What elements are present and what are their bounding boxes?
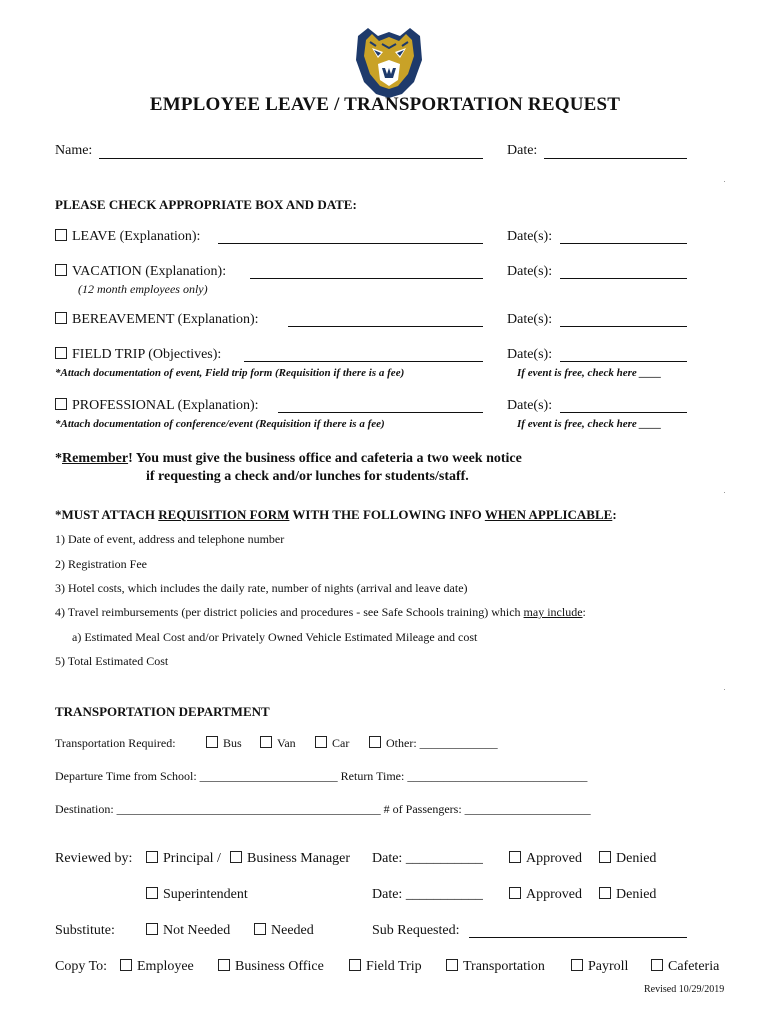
cafeteria-checkbox[interactable]	[651, 959, 663, 971]
leave-checkbox[interactable]	[55, 229, 67, 241]
substitute-label: Substitute:	[55, 923, 115, 938]
field-trip-checkbox[interactable]	[55, 347, 67, 359]
leave-option[interactable]	[55, 229, 200, 245]
must-attach-heading: *MUST ATTACH REQUISITION FORM WITH THE FOLLOWING INFO WHEN APPLICABLE:	[55, 507, 617, 522]
reviewed-by-label: Reviewed by:	[55, 851, 133, 866]
needed-option[interactable]: Needed	[254, 923, 314, 939]
review-date-field[interactable]: Date: ___________	[372, 851, 483, 866]
remember-notice-line2: if requesting a check and/or lunches for students/staff.	[146, 469, 469, 484]
leave-dates-label: Date(s):	[507, 229, 553, 244]
date-label: Date:	[507, 143, 538, 158]
needed-checkbox[interactable]	[254, 923, 266, 935]
not-needed-checkbox[interactable]	[146, 923, 158, 935]
vacation-option[interactable]	[55, 264, 226, 280]
list-item: 1) Date of event, address and telephone number	[55, 532, 285, 546]
payroll-checkbox[interactable]	[571, 959, 583, 971]
leave-explanation-field[interactable]	[218, 243, 483, 244]
denied-option[interactable]: Denied	[599, 851, 656, 867]
section-title: PLEASE CHECK APPROPRIATE BOX AND DATE:	[55, 197, 357, 212]
copy-payroll-option[interactable]: Payroll	[571, 959, 628, 975]
field-trip-dates-field[interactable]	[560, 361, 687, 362]
denied-option-2[interactable]: Denied	[599, 887, 656, 903]
name-field[interactable]	[99, 158, 483, 159]
principal-option[interactable]: Principal /	[146, 851, 221, 867]
approved-option[interactable]: Approved	[509, 851, 582, 867]
transportation-required-label: Transportation Required:	[55, 736, 176, 750]
name-label: Name:	[55, 143, 93, 158]
copy-to-label: Copy To:	[55, 959, 108, 974]
list-item: 5) Total Estimated Cost	[55, 654, 169, 668]
destination-passengers-line[interactable]: Destination: ____________________________________________ # of Passengers: _____________________	[55, 802, 591, 816]
business-manager-option[interactable]: Business Manager	[230, 851, 350, 867]
professional-label: PROFESSIONAL (Explanation):	[72, 398, 259, 413]
bereavement-dates-field[interactable]	[560, 326, 687, 327]
other-checkbox[interactable]	[369, 736, 381, 748]
leave-dates-field[interactable]	[560, 243, 687, 244]
copy-business-office-option[interactable]: Business Office	[218, 959, 324, 975]
tiger-logo	[352, 26, 426, 98]
approved-checkbox-2[interactable]	[509, 887, 521, 899]
vacation-explanation-field[interactable]	[250, 278, 483, 279]
professional-free-check[interactable]: If event is free, check here ____	[517, 418, 662, 430]
bereavement-label: BEREAVEMENT (Explanation):	[72, 312, 259, 327]
date-field[interactable]	[544, 158, 687, 159]
remember-notice: *Remember! You must give the business office and cafeteria a two week notice	[55, 451, 522, 466]
bereavement-dates-label: Date(s):	[507, 312, 553, 327]
vacation-label: VACATION (Explanation):	[72, 264, 227, 279]
professional-checkbox[interactable]	[55, 398, 67, 410]
professional-note: *Attach documentation of conference/event (Requisition if there is a fee)	[55, 418, 385, 430]
car-checkbox[interactable]	[315, 736, 327, 748]
professional-explanation-field[interactable]	[278, 412, 483, 413]
approved-checkbox[interactable]	[509, 851, 521, 863]
departure-return-line[interactable]: Departure Time from School: _______________________ Return Time: ______________________________	[55, 769, 588, 783]
professional-option[interactable]	[55, 398, 259, 414]
denied-checkbox-2[interactable]	[599, 887, 611, 899]
list-item: 4) Travel reimbursements (per district policies and procedures - see Safe Schools training) which may include:	[55, 605, 586, 619]
copy-employee-option[interactable]: Employee	[120, 959, 194, 975]
transportation-heading: TRANSPORTATION DEPARTMENT	[55, 704, 270, 719]
professional-dates-field[interactable]	[560, 412, 687, 413]
list-item: 3) Hotel costs, which includes the daily rate, number of nights (arrival and leave date)	[55, 581, 468, 595]
copy-transportation-option[interactable]: Transportation	[446, 959, 545, 975]
field-trip-free-check[interactable]: If event is free, check here ____	[517, 367, 662, 379]
vacation-dates-field[interactable]	[560, 278, 687, 279]
business-office-checkbox[interactable]	[218, 959, 230, 971]
copy-cafeteria-option[interactable]: Cafeteria	[651, 959, 719, 975]
field-trip-objectives-field[interactable]	[244, 361, 483, 362]
approved-option-2[interactable]: Approved	[509, 887, 582, 903]
field-trip-note: *Attach documentation of event, Field trip form (Requisition if there is a fee)	[55, 367, 405, 379]
bereavement-explanation-field[interactable]	[288, 326, 483, 327]
vacation-checkbox[interactable]	[55, 264, 67, 276]
superintendent-checkbox[interactable]	[146, 887, 158, 899]
employee-checkbox[interactable]	[120, 959, 132, 971]
business-manager-checkbox[interactable]	[230, 851, 242, 863]
van-option[interactable]: Van	[260, 736, 296, 751]
denied-checkbox[interactable]	[599, 851, 611, 863]
copy-field-trip-option[interactable]: Field Trip	[349, 959, 422, 975]
form-title: EMPLOYEE LEAVE / TRANSPORTATION REQUEST	[149, 94, 621, 115]
vacation-dates-label: Date(s):	[507, 264, 553, 279]
van-checkbox[interactable]	[260, 736, 272, 748]
bereavement-checkbox[interactable]	[55, 312, 67, 324]
leave-label: LEAVE (Explanation):	[72, 229, 201, 244]
field-trip-dates-label: Date(s):	[507, 347, 553, 362]
principal-checkbox[interactable]	[146, 851, 158, 863]
superintendent-option[interactable]: Superintendent	[146, 887, 248, 903]
sub-requested-label: Sub Requested:	[372, 923, 460, 938]
other-option[interactable]: Other: _____________	[369, 736, 498, 751]
revised-date: Revised 10/29/2019	[644, 984, 725, 995]
professional-dates-label: Date(s):	[507, 398, 553, 413]
not-needed-option[interactable]: Not Needed	[146, 923, 230, 939]
sub-requested-field[interactable]	[469, 937, 687, 938]
field-trip-label: FIELD TRIP (Objectives):	[72, 347, 222, 362]
car-option[interactable]: Car	[315, 736, 349, 751]
bus-option[interactable]: Bus	[206, 736, 242, 751]
list-item: a) Estimated Meal Cost and/or Privately Owned Vehicle Estimated Mileage and cost	[72, 630, 478, 644]
bus-checkbox[interactable]	[206, 736, 218, 748]
vacation-note: (12 month employees only)	[78, 282, 208, 296]
field-trip-copy-checkbox[interactable]	[349, 959, 361, 971]
bereavement-option[interactable]	[55, 312, 259, 328]
transportation-checkbox[interactable]	[446, 959, 458, 971]
list-item: 2) Registration Fee	[55, 557, 147, 571]
field-trip-option[interactable]	[55, 347, 221, 363]
superintendent-date-field[interactable]: Date: ___________	[372, 887, 483, 902]
